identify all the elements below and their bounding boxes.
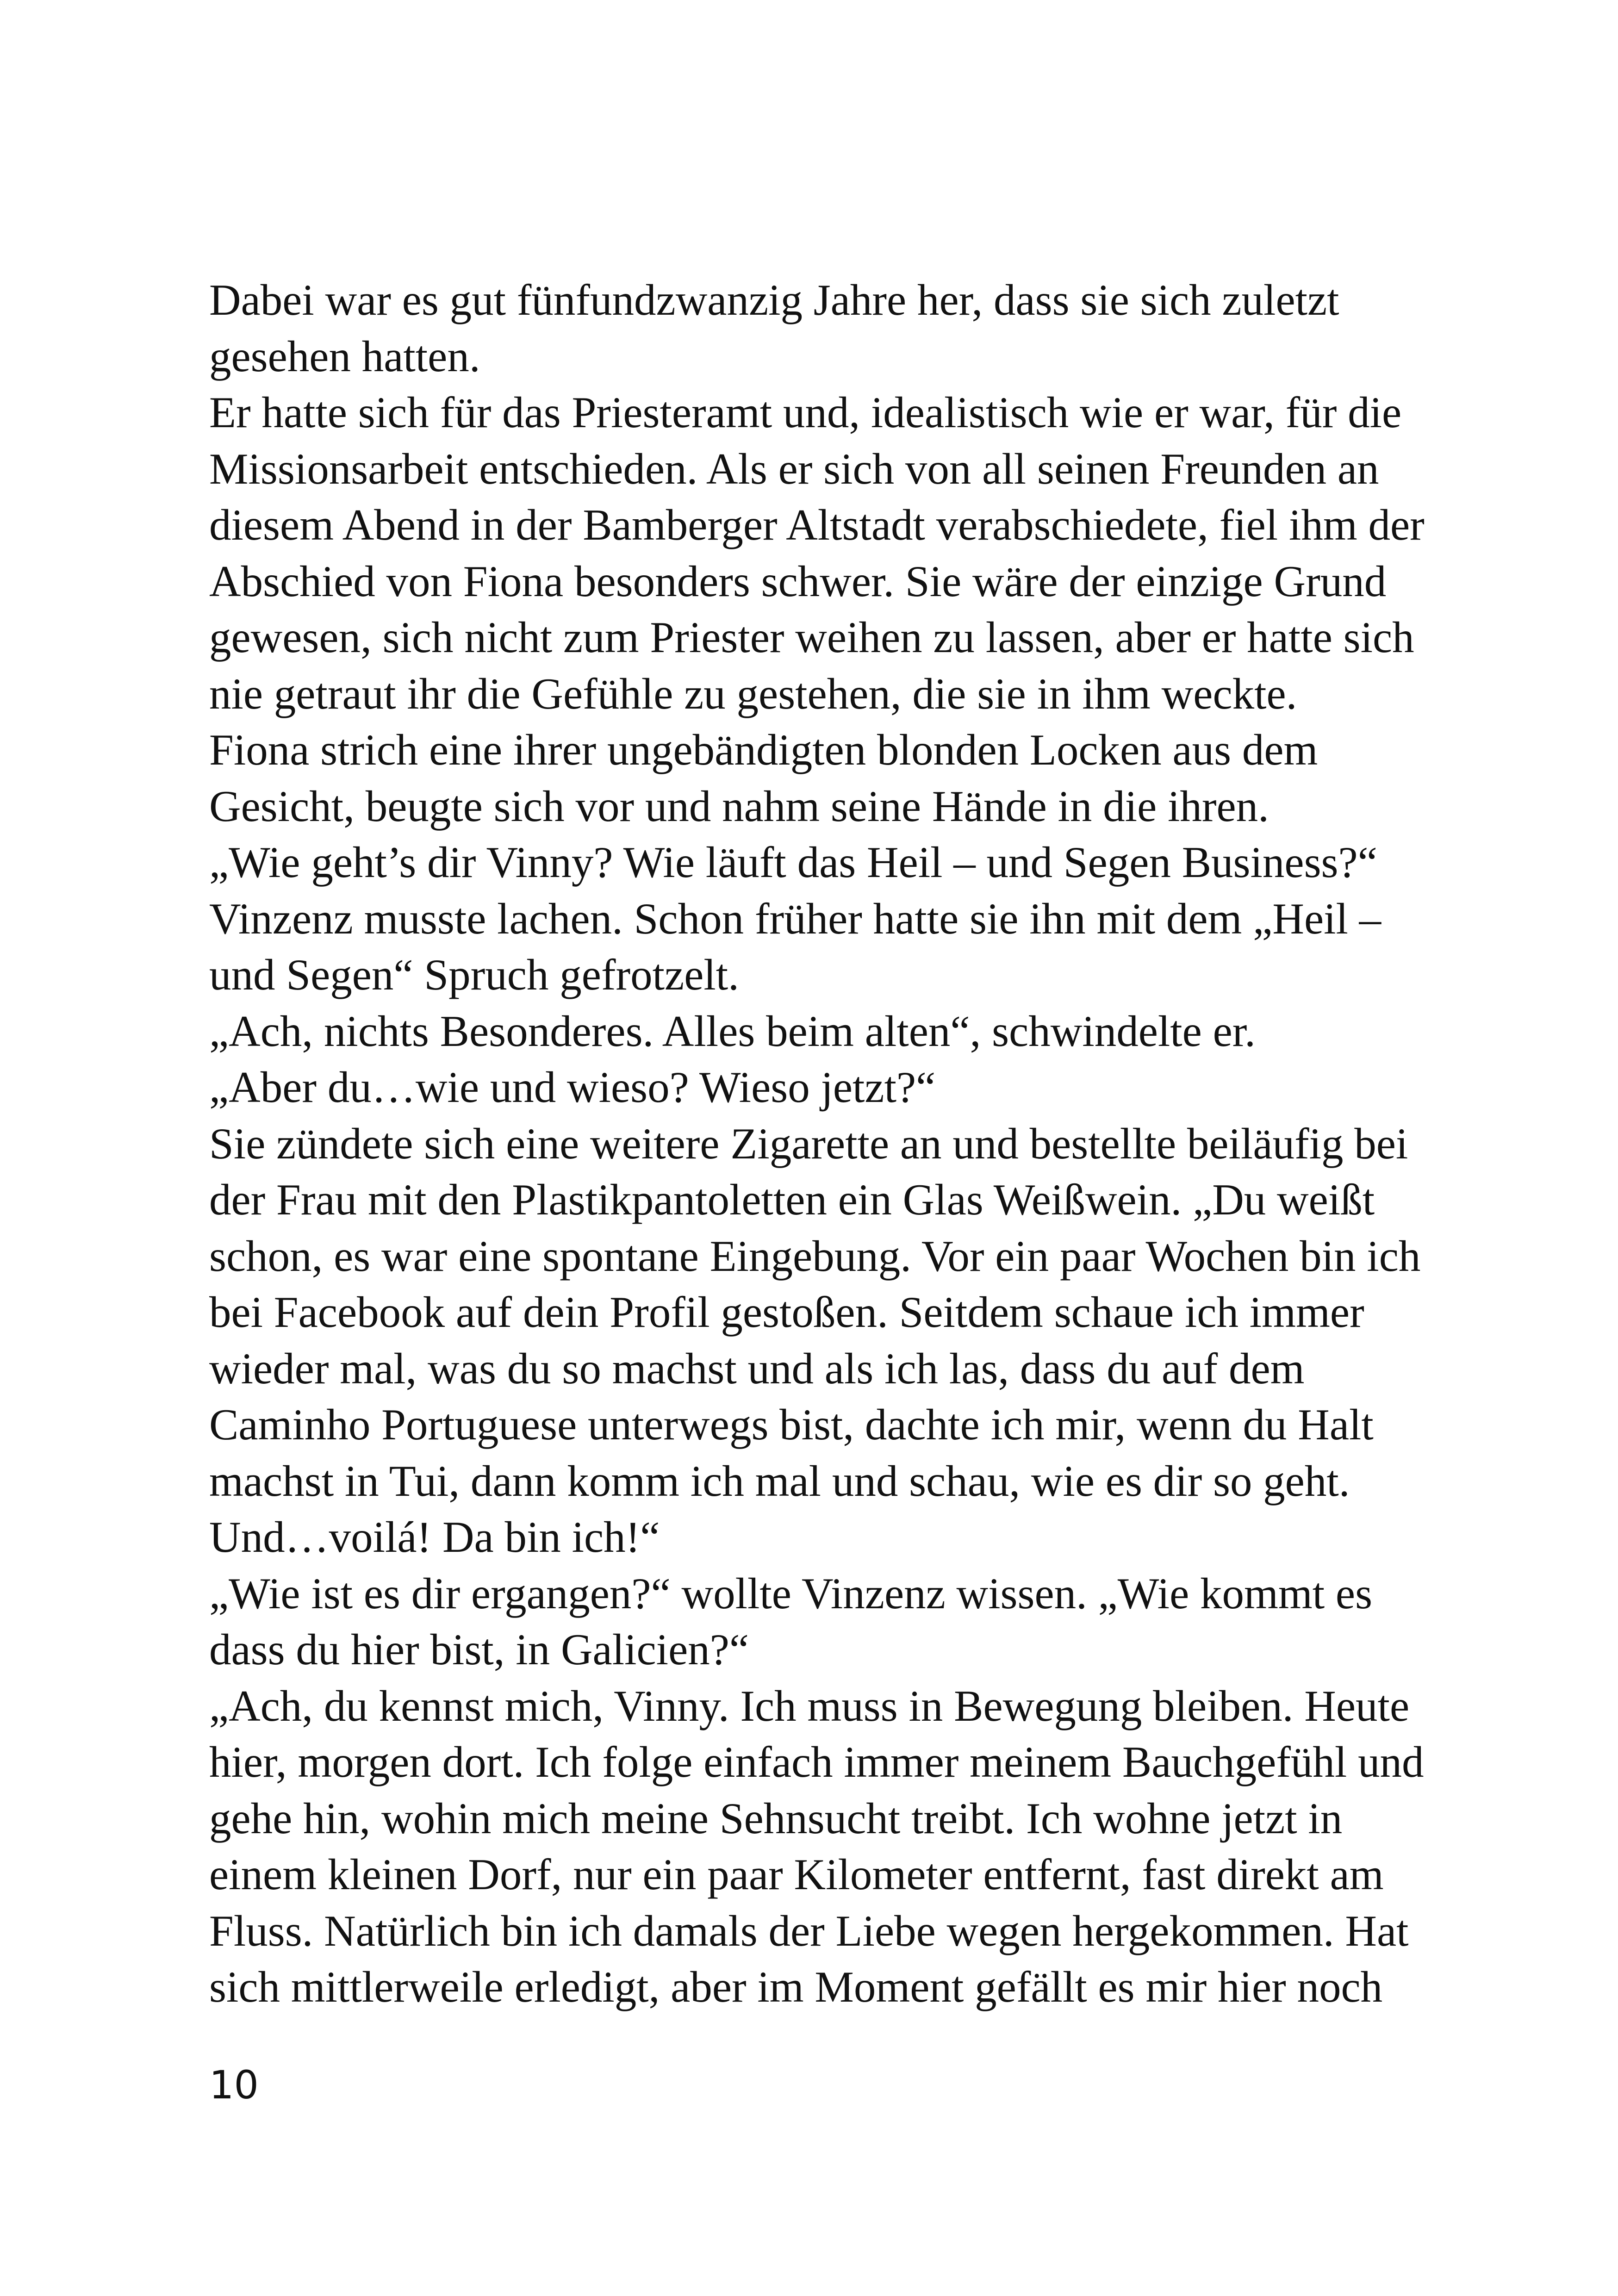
text-line: gewesen, sich nicht zum Priester weihen zu lassen, aber er hatte sich [209,613,1414,662]
text-line: „Ach, du kennst mich, Vinny. Ich muss in Bewegung bleiben. Heute [209,1681,1410,1730]
text-line: bei Facebook auf dein Profil gestoßen. Seitdem schaue ich immer [209,1288,1364,1337]
text-line: „Wie geht’s dir Vinny? Wie läuft das Heil – und Segen Business?“ [209,838,1377,887]
text-line: und Segen“ Spruch gefrotzelt. [209,950,739,999]
text-line: Abschied von Fiona besonders schwer. Sie wäre der einzige Grund [209,556,1387,606]
text-line: der Frau mit den Plastikpantoletten ein Glas Weißwein. „Du weißt [209,1175,1375,1224]
text-line: Fluss. Natürlich bin ich damals der Liebe wegen hergekommen. Hat [209,1906,1409,1955]
text-line: Caminho Portuguese unterwegs bist, dachte ich mir, wenn du Halt [209,1400,1374,1449]
text-line: Und…voilá! Da bin ich!“ [209,1512,660,1562]
text-line: Sie zündete sich eine weitere Zigarette an und bestellte beiläufig bei [209,1119,1408,1168]
text-line: „Wie ist es dir ergangen?“ wollte Vinzenz wissen. „Wie kommt es [209,1568,1373,1618]
text-line: „Ach, nichts Besonderes. Alles beim alten“, schwindelte er. [209,1006,1256,1056]
text-line: schon, es war eine spontane Eingebung. Vor ein paar Wochen bin ich [209,1231,1421,1281]
text-line: sich mittlerweile erledigt, aber im Moment gefällt es mir hier noch [209,1962,1383,2011]
page-number: 10 [209,2062,259,2108]
text-line: gesehen hatten. [209,331,480,381]
text-line: diesem Abend in der Bamberger Altstadt verabschiedete, fiel ihm der [209,500,1425,549]
text-line: Gesicht, beugte sich vor und nahm seine Hände in die ihren. [209,781,1269,831]
text-line: hier, morgen dort. Ich folge einfach immer meinem Bauchgefühl und [209,1737,1424,1786]
text-line: Vinzenz musste lachen. Schon früher hatte sie ihn mit dem „Heil – [209,894,1382,943]
text-line: Fiona strich eine ihrer ungebändigten blonden Locken aus dem [209,725,1318,774]
text-line: machst in Tui, dann komm ich mal und schau, wie es dir so geht. [209,1456,1350,1506]
body-text [209,272,1425,2016]
text-line: nie getraut ihr die Gefühle zu gestehen, die sie in ihm weckte. [209,669,1297,718]
text-line: wieder mal, was du so machst und als ich las, dass du auf dem [209,1344,1305,1393]
text-line: Er hatte sich für das Priesteramt und, idealistisch wie er war, für die [209,388,1402,437]
text-line: einem kleinen Dorf, nur ein paar Kilometer entfernt, fast direkt am [209,1850,1384,1899]
text-line: Dabei war es gut fünfundzwanzig Jahre her, dass sie sich zuletzt [209,275,1339,324]
text-line: gehe hin, wohin mich meine Sehnsucht treibt. Ich wohne jetzt in [209,1793,1343,1843]
text-line: „Aber du…wie und wieso? Wieso jetzt?“ [209,1063,936,1112]
text-line: dass du hier bist, in Galicien?“ [209,1625,749,1674]
text-line: Missionsarbeit entschieden. Als er sich von all seinen Freunden an [209,444,1379,493]
